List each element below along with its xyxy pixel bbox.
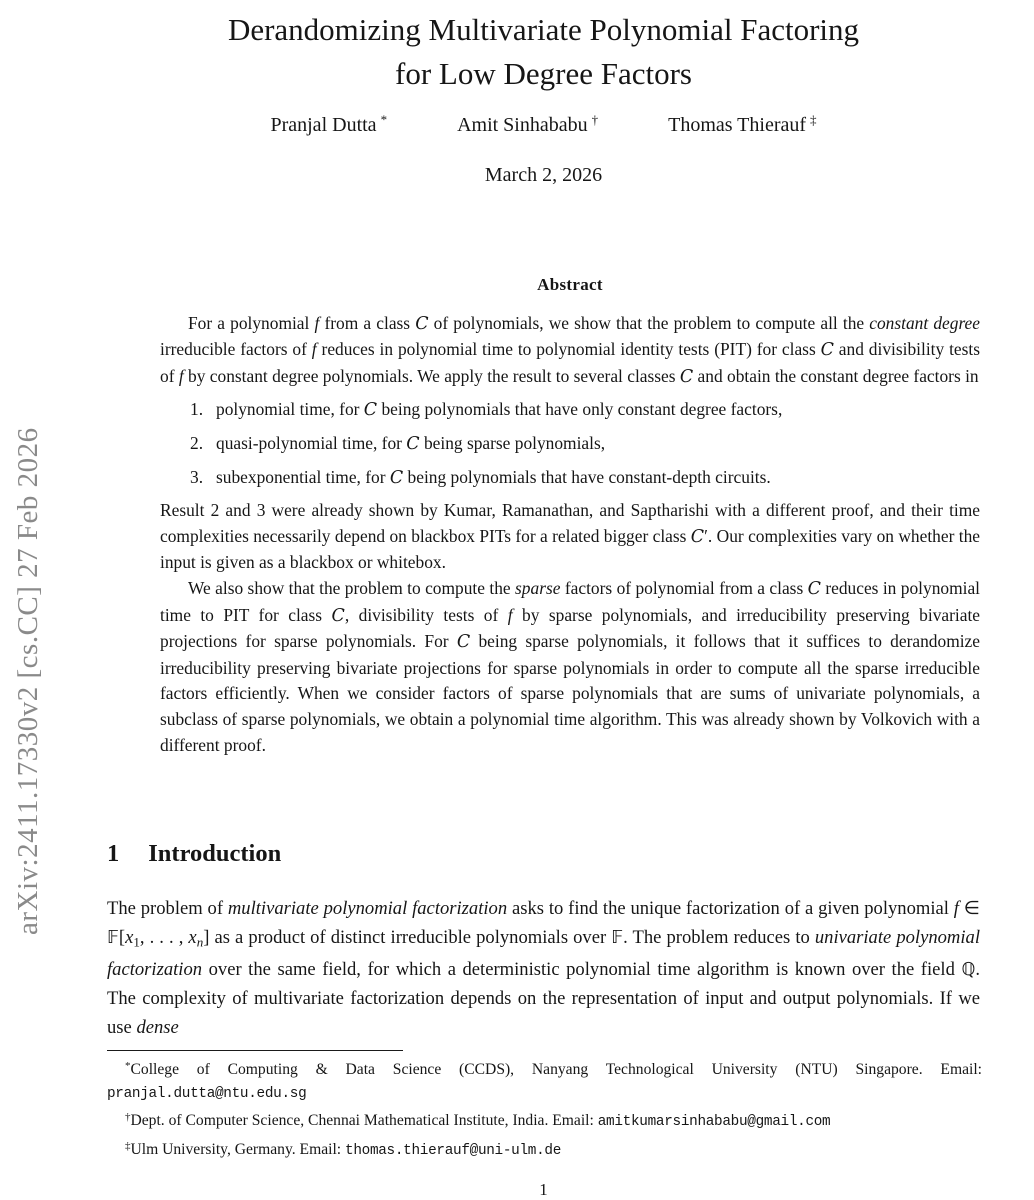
abstract-paragraph-2: Result 2 and 3 were already shown by Kumar, Ramanathan, and Saptharishi with a different proof, and their time complexities necessarily depend on blackbox PITs for a related bigger class C′. Our complexities vary on whether the input is given as a blackbox or whitebox. xyxy=(160,500,980,573)
author-footnote-marker: † xyxy=(591,112,599,127)
list-item-number: 3. xyxy=(190,466,204,487)
footnotes xyxy=(107,1055,982,1163)
author-footnote-marker: * xyxy=(380,112,388,127)
list-item-text: quasi-polynomial time, for C being sparse polynomials, xyxy=(216,432,606,454)
author xyxy=(668,112,816,137)
author-footnote-marker: ‡ xyxy=(810,112,817,127)
footnote xyxy=(107,1055,982,1106)
author-name: Pranjal Dutta xyxy=(270,114,377,136)
abstract-heading: Abstract xyxy=(537,275,603,294)
list-item-text: polynomial time, for C being polynomials that have only constant degree factors, xyxy=(216,399,783,421)
section-heading-introduction xyxy=(107,840,980,868)
list-item-number: 1. xyxy=(190,399,204,420)
footnote-marker: * xyxy=(125,1060,131,1072)
author-name: Amit Sinhababu xyxy=(457,114,588,136)
abstract-list xyxy=(190,397,980,491)
abstract-paragraph-1: For a polynomial f from a class C of polynomials, we show that the problem to compute all the constant degree irreducible factors of f reduces in polynomial time to polynomial identity tests (PIT) for class C and divisibility tests of f by constant degree polynomials. We apply the result to several classes C and obtain the constant degree factors in xyxy=(160,312,980,387)
footnote-marker: † xyxy=(125,1111,131,1124)
footnote-text: Ulm University, Germany. Email: thomas.thierauf@uni-ulm.de xyxy=(130,1140,562,1159)
list-item-text: subexponential time, for C being polynomials that have constant-depth circuits. xyxy=(216,466,771,488)
author-byline xyxy=(107,112,980,137)
footnote-marker: ‡ xyxy=(125,1139,131,1152)
footnote xyxy=(107,1106,982,1134)
section-number: 1 xyxy=(107,840,120,867)
abstract-paragraph-3: We also show that the problem to compute the sparse factors of polynomial from a class C reduces in polynomial time to PIT for class C, divisibility tests of f by sparse polynomials, and irreducibility preserving bivariate projections for sparse polynomials. For C being sparse polynomials, it follows that it suffices to derandomize irreducibility preserving bivariate projections for sparse polynomials in order to compute all the sparse irreducible factors efficiently. When we consider factors of sparse polynomials that are sums of univariate polynomials, a subclass of sparse polynomials, we obtain a polynomial time algorithm. This was already shown by Volkovich with a different proof. xyxy=(160,577,980,755)
footnote-text: Dept. of Computer Science, Chennai Mathematical Institute, India. Email: amitkumarsinhababu@gmail.com xyxy=(130,1112,831,1131)
paper-title xyxy=(107,8,980,96)
abstract-list-item xyxy=(190,397,980,424)
abstract-section xyxy=(160,272,980,758)
abstract-list-item xyxy=(190,431,980,458)
author xyxy=(457,112,598,137)
footnote-rule xyxy=(107,1050,403,1051)
section-title: Introduction xyxy=(148,840,282,867)
arxiv-watermark: arXiv:2411.17330v2 [cs.CC] 27 Feb 2026 xyxy=(12,427,44,935)
paper-title-line1: Derandomizing Multivariate Polynomial Factoring xyxy=(227,12,860,47)
footnote-text: College of Computing & Data Science (CCDS), Nanyang Technological University (NTU) Singapore. Email: pranjal.dutta@ntu.edu.sg xyxy=(107,1061,982,1103)
paper-title-line2: for Low Degree Factors xyxy=(395,56,692,91)
paper-date: March 2, 2026 xyxy=(484,164,603,186)
author-name: Thomas Thierauf xyxy=(668,114,807,136)
author xyxy=(270,112,387,137)
introduction-paragraph: The problem of multivariate polynomial factorization asks to find the unique factorization of a given polynomial f ∈ $𝔽[x_1$, . . . , $x_n$] as a product of distinct irreducible polynomials over 𝔽. The problem reduces to univariate polynomial factorization over the same field, for which a deterministic polynomial time algorithm is known over the field ℚ. The complexity of multivariate factorization depends on the representation of input and output polynomials. If we use dense xyxy=(107,898,981,1038)
footnote xyxy=(107,1135,982,1163)
abstract-list-item xyxy=(190,465,980,492)
list-item-number: 2. xyxy=(190,432,204,453)
page-number: 1 xyxy=(539,1180,548,1199)
